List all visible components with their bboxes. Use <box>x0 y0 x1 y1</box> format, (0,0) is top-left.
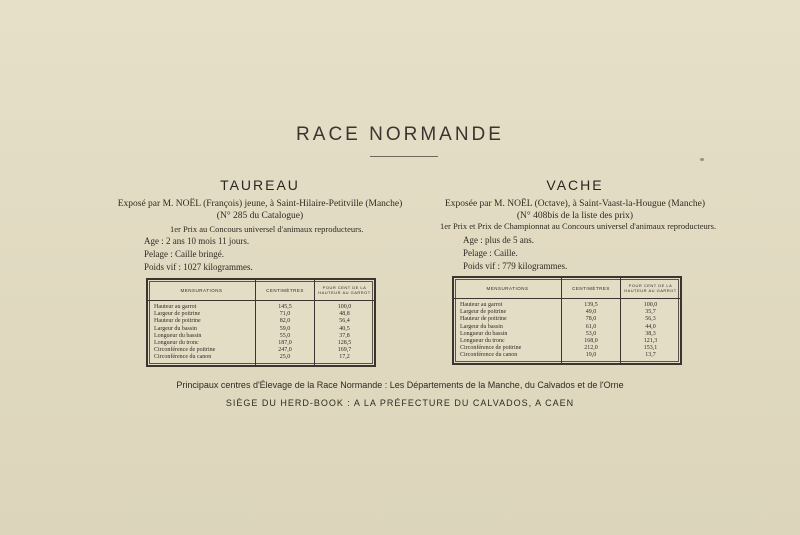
title-rule <box>370 156 438 157</box>
measure-percent: 40,5 <box>339 325 350 332</box>
measure-centimetres: 25,0 <box>279 354 291 361</box>
measure-percent: 153,1 <box>643 345 658 352</box>
table-row <box>454 309 680 316</box>
vache-col-centimetres: CENTIMÈTRES <box>572 285 610 291</box>
vache-col-mensurations: MENSURATIONS <box>486 285 529 291</box>
measure-label: Hauteur au garrot <box>154 304 197 310</box>
measure-percent: 38,3 <box>645 330 656 337</box>
table-row <box>454 302 680 309</box>
paper-mark <box>700 158 704 161</box>
measure-centimetres: 59,0 <box>279 325 291 332</box>
table-row <box>148 318 374 325</box>
measure-centimetres: 53,0 <box>585 330 597 337</box>
taureau-poids: Poids vif : 1027 kilogrammes. <box>144 262 253 272</box>
table-row <box>148 311 374 318</box>
table-row <box>148 333 374 340</box>
measure-percent: 13,7 <box>645 352 656 359</box>
table-row <box>148 354 374 361</box>
taureau-col-mensurations: MENSURATIONS <box>180 287 223 293</box>
measure-centimetres: 49,0 <box>585 309 597 316</box>
measure-centimetres: 78,0 <box>585 316 597 323</box>
measure-percent: 121,3 <box>643 337 658 344</box>
measure-label: Hauteur au garrot <box>460 302 503 308</box>
taureau-table-body <box>148 304 374 362</box>
measure-label: Largeur du bassin <box>460 323 503 330</box>
measure-percent: 169,7 <box>337 347 352 354</box>
taureau-header <box>100 177 420 222</box>
taureau-info <box>144 235 253 274</box>
measure-label: Longueur du tronc <box>460 337 505 344</box>
table-row <box>454 331 680 338</box>
measure-percent: 17,2 <box>339 354 350 361</box>
measure-label: Circonférence du canon <box>460 352 518 359</box>
measure-centimetres: 168,0 <box>584 337 598 344</box>
table-row <box>454 324 680 331</box>
vache-age: Age : plus de 5 ans. <box>463 235 534 245</box>
taureau-exhibitor: Exposé par M. NOËL (François) jeune, à Saint-Hilaire-Petitville (Manche) <box>117 199 403 209</box>
vache-poids: Poids vif : 779 kilogrammes. <box>463 261 568 271</box>
measure-percent: 100,0 <box>337 304 352 310</box>
measure-centimetres: 61,0 <box>585 323 597 330</box>
breeding-centres-note: Principaux centres d'Élevage de la Race Normande : Les Départements de la Manche, du Calvados et de l'Orne <box>176 380 624 390</box>
measure-percent: 37,8 <box>339 332 350 339</box>
measure-label: Largeur de poitrine <box>154 311 201 318</box>
page-title: RACE NORMANDE <box>296 124 504 145</box>
vache-info <box>463 234 567 273</box>
measure-label: Circonférence de poitrine <box>460 345 522 352</box>
taureau-prize: 1er Prix au Concours universel d'animaux reproducteurs. <box>170 224 364 234</box>
table-row <box>148 304 374 311</box>
measure-percent: 44,0 <box>645 323 656 330</box>
measure-percent: 48,8 <box>339 311 350 318</box>
vache-header <box>400 177 750 222</box>
measure-label: Largeur du bassin <box>154 325 197 332</box>
vache-exhibitor: Exposée par M. NOËL (Octave), à Saint-Vaast-la-Hougue (Manche) <box>444 199 705 209</box>
taureau-age: Age : 2 ans 10 mois 11 jours. <box>144 236 250 246</box>
measure-label: Longueur du tronc <box>154 339 199 346</box>
vache-table-header <box>454 278 680 299</box>
vache-table-body <box>454 302 680 360</box>
measure-label: Largeur de poitrine <box>460 309 507 316</box>
taureau-table-header <box>148 280 374 301</box>
measure-centimetres: 212,0 <box>584 345 598 352</box>
measure-label: Circonférence du canon <box>154 354 212 361</box>
measure-percent: 56,4 <box>339 318 350 325</box>
vache-heading: VACHE <box>546 177 604 193</box>
table-row <box>148 326 374 333</box>
vache-prize: 1er Prix et Prix de Championnat au Concours universel d'animaux reproducteurs. <box>440 221 717 231</box>
measure-percent: 56,3 <box>645 316 656 323</box>
vache-pelage: Pelage : Caille. <box>463 248 518 258</box>
measure-centimetres: 187,0 <box>278 339 292 346</box>
measure-centimetres: 55,0 <box>279 332 291 339</box>
measure-label: Longueur du bassin <box>154 332 202 339</box>
vache-measurements-table <box>452 276 682 365</box>
vache-col-pourcent: POUR CENT DE LA HAUTEUR AU GARROT <box>624 283 677 293</box>
vache-catalogue: (N° 408bis de la liste des prix) <box>516 211 634 221</box>
taureau-col-centimetres: CENTIMÈTRES <box>266 287 304 293</box>
taureau-measurements-table <box>146 278 376 367</box>
measure-centimetres: 19,0 <box>585 352 597 359</box>
table-row <box>454 352 680 359</box>
measure-percent: 100,0 <box>643 302 658 308</box>
herd-book-seat: SIÈGE DU HERD-BOOK : A LA PRÉFECTURE DU CALVADOS, A CAEN <box>225 398 575 408</box>
measure-label: Hauteur de poitrine <box>460 316 507 323</box>
measure-centimetres: 71,0 <box>279 311 291 318</box>
measure-centimetres: 139,5 <box>584 302 598 308</box>
taureau-catalogue: (N° 285 du Catalogue) <box>216 211 304 221</box>
taureau-col-pourcent: POUR CENT DE LA HAUTEUR AU GARROT <box>318 285 371 295</box>
measure-centimetres: 145,5 <box>278 304 292 310</box>
table-row <box>454 316 680 323</box>
measure-percent: 128,5 <box>337 339 352 346</box>
taureau-heading: TAUREAU <box>220 177 300 193</box>
measure-label: Hauteur de poitrine <box>154 318 201 325</box>
measure-percent: 35,7 <box>645 309 656 316</box>
measure-label: Circonférence de poitrine <box>154 347 216 354</box>
measure-centimetres: 247,0 <box>278 347 292 354</box>
measure-centimetres: 82,0 <box>279 318 291 325</box>
taureau-pelage: Pelage : Caille bringé. <box>144 249 224 259</box>
measure-label: Longueur du bassin <box>460 330 508 337</box>
